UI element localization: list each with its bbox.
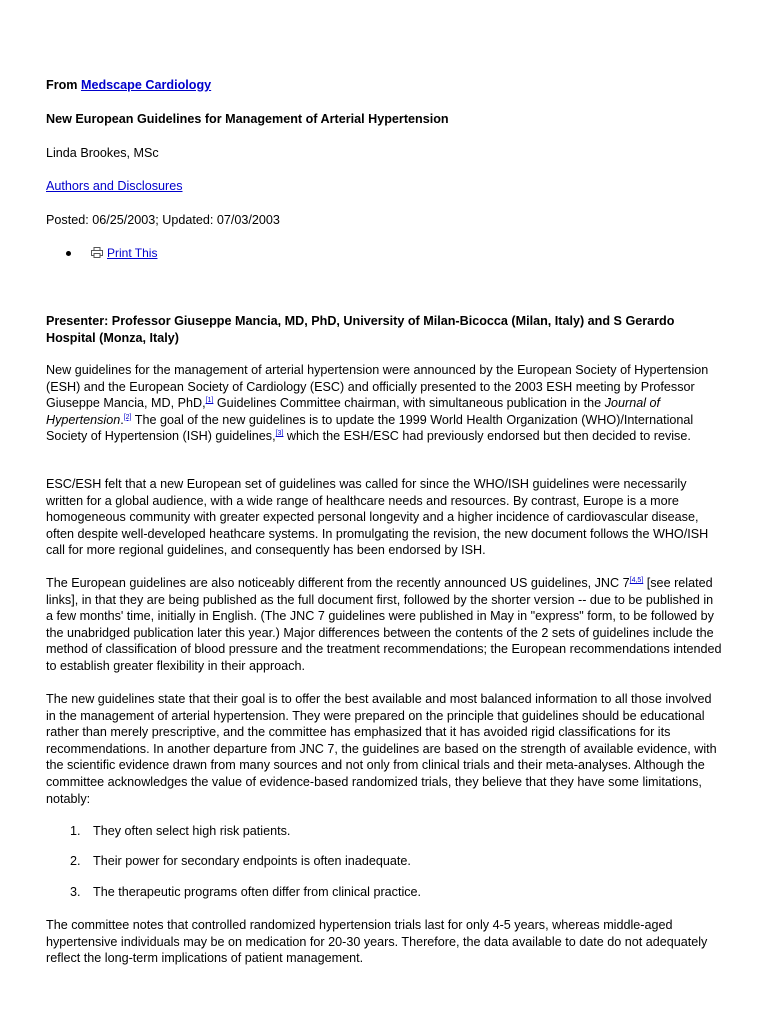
- article-title: New European Guidelines for Management of Arterial Hypertension: [46, 112, 449, 126]
- presenter-line: Presenter: Professor Giuseppe Mancia, MD, PhD, University of Milan-Bicocca (Milan, Italy) and S Gerardo Hospital (Monza, Italy): [46, 314, 675, 345]
- list-number: 2.: [70, 854, 81, 868]
- list-item: [70, 884, 722, 901]
- list-text: They often select high risk patients.: [93, 824, 291, 838]
- authors-disclosures-link[interactable]: Authors and Disclosures: [46, 179, 183, 193]
- reference-1-link[interactable]: [1]: [205, 397, 214, 404]
- journal-name: Journal of Hypertension: [46, 396, 661, 427]
- para1-text-b: Guidelines Committee chairman, with simultaneous publication in the: [213, 396, 605, 411]
- list-text: Their power for secondary endpoints is often inadequate.: [93, 854, 411, 868]
- para3-text-a: The European guidelines are also noticeably different from the recently announced US guidelines, JNC 7: [46, 576, 630, 590]
- source-line: [46, 77, 722, 94]
- para1-text-a: New guidelines for the management of arterial hypertension were announced by the European Society of Hypertension (ESH) and the European Society of Cardiology (ESC) and officially presented to the 2003 ESH meeting by Professor Giuseppe Mancia, MD, PhD,: [46, 363, 709, 411]
- paragraph-goals: The new guidelines state that their goal is to offer the best available and most balanced information to all those involved in the management of arterial hypertension. They were prepared on the principle that guidelines should be educational rather than merely prescriptive, and the committee has emphasized that it has avoided rigid classifications for its recommendations. In another departure from JNC 7, the guidelines are based on the strength of available evidence, with the scientific evidence drawn from many sources and not only from clinical trials and their meta-analyses. Although the committee acknowledges the value of evidence-based randomized trials, they believe that they have some limitations, notably:: [46, 692, 717, 806]
- print-this-link[interactable]: Print This: [107, 246, 158, 260]
- reference-3-link[interactable]: [3]: [275, 430, 284, 438]
- list-number: 3.: [70, 885, 81, 899]
- bullet-icon: [66, 251, 71, 256]
- list-item: [70, 853, 722, 870]
- printer-icon[interactable]: [91, 247, 103, 258]
- reference-4-5-link[interactable]: [4,5]: [629, 576, 644, 584]
- author-name: Linda Brookes, MSc: [46, 146, 159, 160]
- paragraph-trial-duration: The committee notes that controlled randomized hypertension trials last for only 4-5 years, whereas middle-aged hypertensive individuals may be on medication for 20-30 years. Therefore, the data available to date do not adequately reflect the long-term implications of patient management.: [46, 918, 708, 966]
- para1-text-e: which the ESH/ESC had previously endorsed but then decided to revise.: [283, 429, 691, 444]
- list-text: The therapeutic programs often differ from clinical practice.: [93, 885, 422, 899]
- para1-text-c: .: [120, 412, 124, 427]
- para1-text-d: The goal of the new guidelines is to update the 1999 World Health Organization (WHO)/International Society of Hypertension (ISH) guidelines,: [46, 412, 694, 444]
- posted-date: Posted: 06/25/2003; Updated: 07/03/2003: [46, 213, 280, 227]
- medscape-cardiology-link[interactable]: Medscape Cardiology: [80, 78, 212, 92]
- from-label: From: [46, 78, 81, 92]
- list-number: 1.: [70, 824, 81, 838]
- print-list-item: [66, 245, 157, 262]
- paragraph-intro: [46, 362, 722, 445]
- reference-2-link[interactable]: [2]: [123, 413, 132, 421]
- authors-line: [46, 178, 722, 195]
- paragraph-jnc7: [46, 575, 722, 675]
- paragraph-esc-esh: ESC/ESH felt that a new European set of guidelines was called for since the WHO/ISH guidelines were necessarily written for a global audience, with a wide range of healthcare needs and resources. By contrast, Europe is a more homogeneous community with greater expected personal longevity and a higher incidence of cardiovascular disease, often despite well-developed heathcare systems. In promulgating the revision, the new document follows the WHO/ISH call for more regional guidelines, and consequently has been endorsed by ISH.: [46, 477, 709, 558]
- list-item: [70, 823, 722, 840]
- para3-text-b: [see related links], in that they are being published as the full document first, followed by the shorter version -- due to be published in a few months' time, initially in English. (The JNC 7 guidelines were published in May in "express" form, to be followed by the unabridged publication later this year.) Major differences between the contents of the 2 sets of guidelines include the method of classification of blood pressure and the treatment recommendations; the European recommendations intended to establish greater flexibility in their approach.: [46, 576, 722, 673]
